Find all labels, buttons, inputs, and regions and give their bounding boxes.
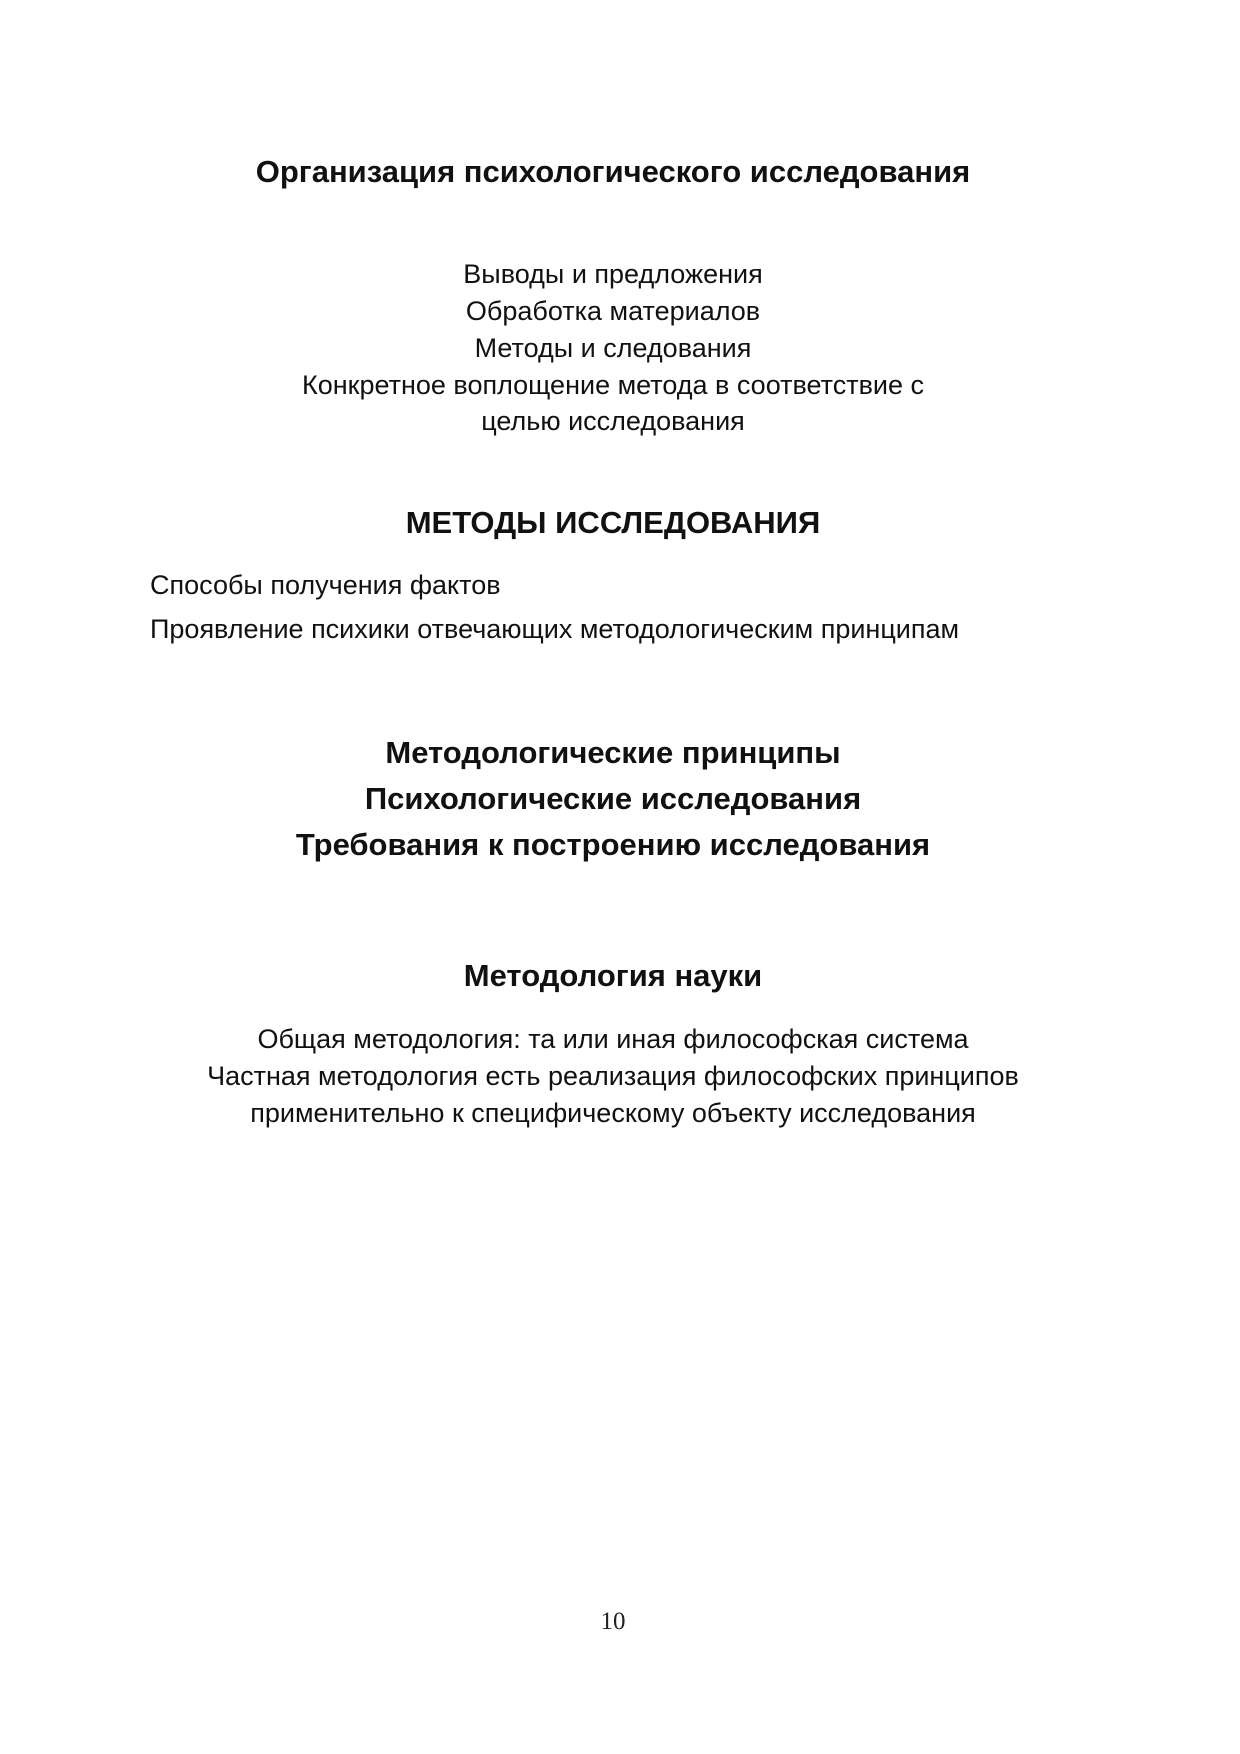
methodology-line-2: Частная методология есть реализация философских принципов <box>207 1061 1019 1091</box>
methodology-heading: Методология науки <box>463 958 763 993</box>
organization-line-4: Конкретное воплощение метода в соответствие с <box>301 370 925 400</box>
organization-line-5: целью исследования <box>481 406 745 436</box>
methodology-line-3: применительно к специфическому объекту исследования <box>250 1098 976 1128</box>
page-number: 10 <box>600 1608 626 1635</box>
methodology-line-1: Общая методология: та или иная философская система <box>257 1024 969 1054</box>
methods-line-1: Способы получения фактов <box>150 570 501 600</box>
organization-line-2: Обработка материалов <box>465 296 761 326</box>
methods-line-2: Проявление психики отвечающих методологическим принципам <box>150 614 960 644</box>
organization-line-3: Методы и следования <box>474 333 752 363</box>
methods-heading: МЕТОДЫ ИССЛЕДОВАНИЯ <box>405 505 821 540</box>
principles-line-2: Психологические исследования <box>364 781 862 816</box>
organization-heading: Организация психологического исследования <box>255 154 971 189</box>
principles-line-1: Методологические принципы <box>385 735 841 770</box>
principles-line-3: Требования к построению исследования <box>295 827 931 862</box>
organization-line-1: Выводы и предложения <box>463 259 763 289</box>
